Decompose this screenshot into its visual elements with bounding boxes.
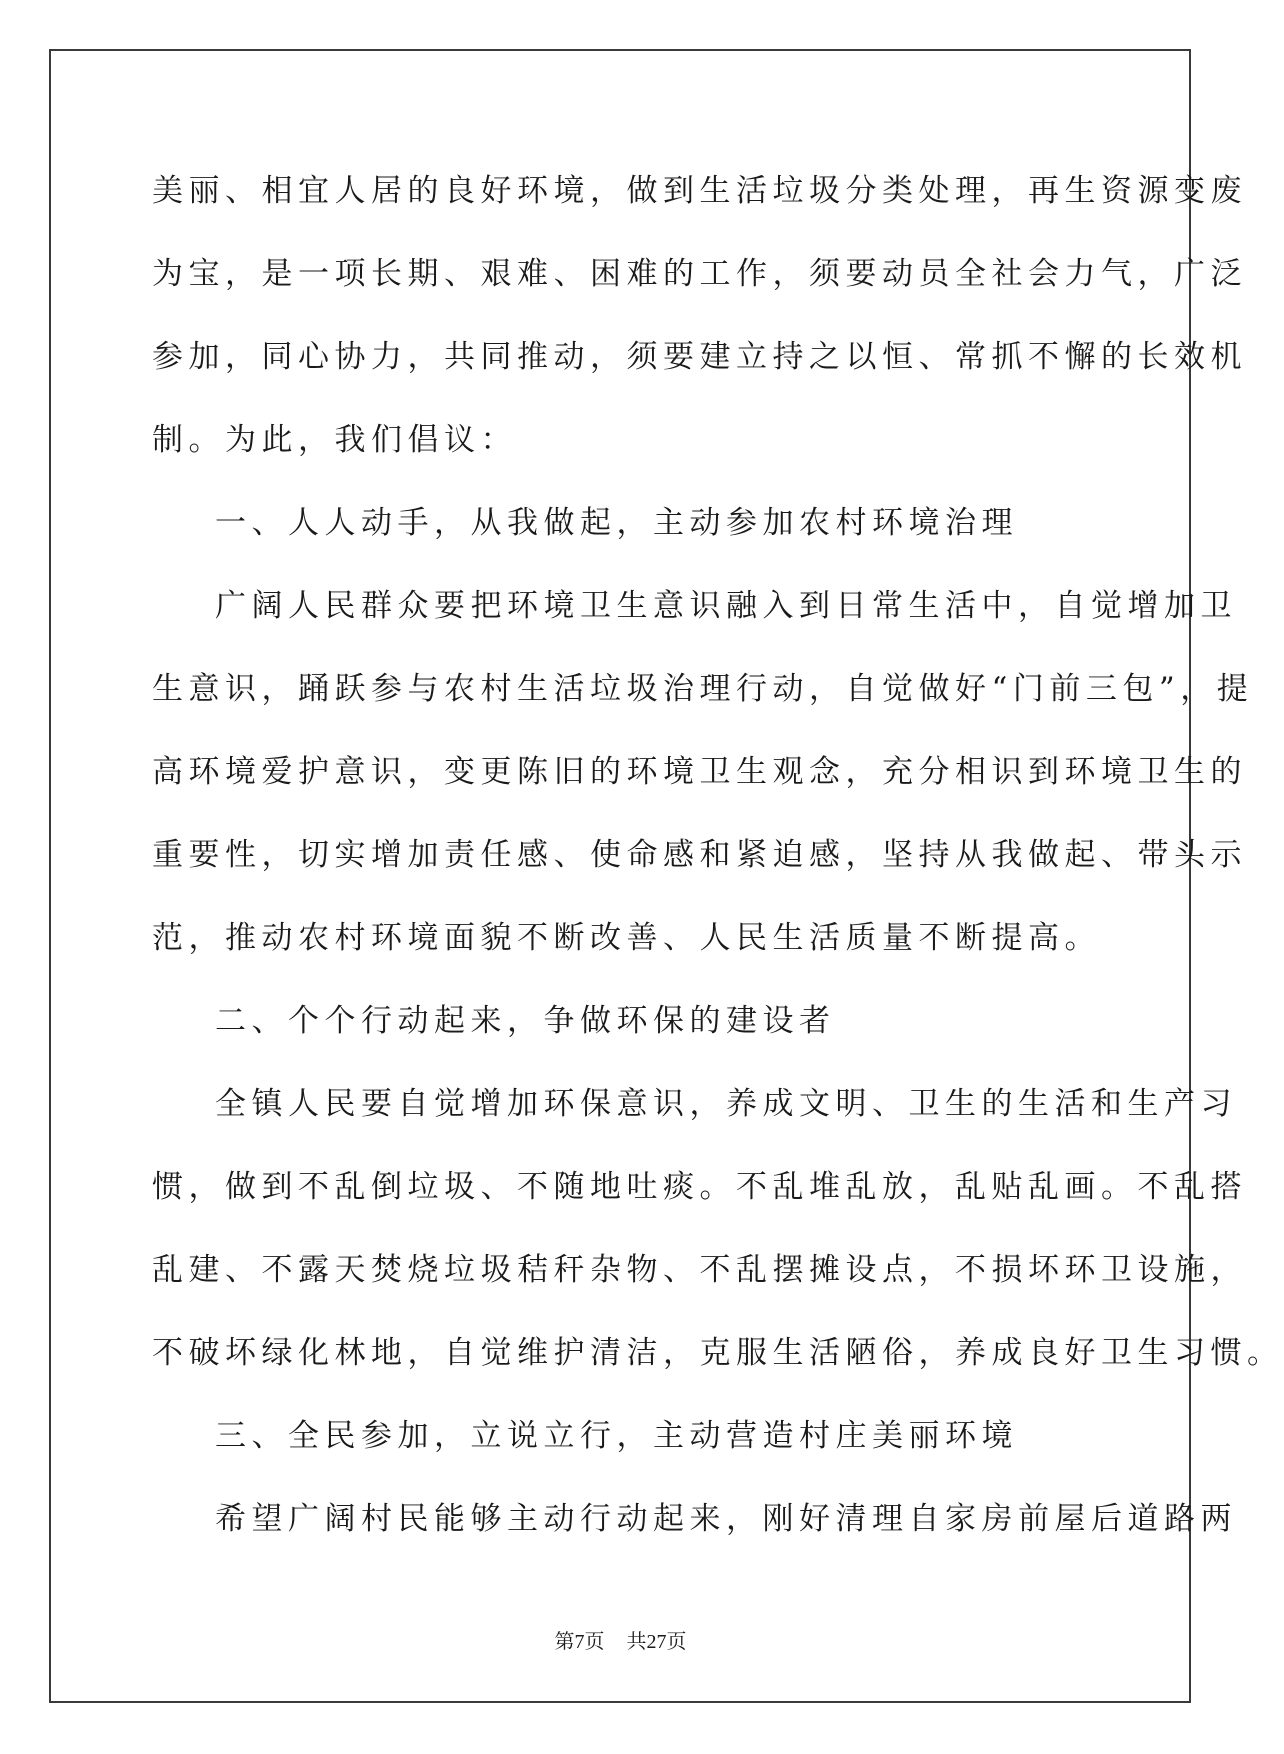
section-heading: 一、人人动手，从我做起，主动参加农村环境治理 [215, 505, 1018, 541]
text-line: 希望广阔村民能够主动行动起来，刚好清理自家房前屋后道路两 [215, 1501, 1237, 1537]
text-line: 制。为此，我们倡议： [152, 422, 517, 458]
text-line: 乱建、不露天焚烧垃圾秸秆杂物、不乱摆摊设点，不损坏环卫设施， [152, 1252, 1247, 1288]
text-line: 美丽、相宜人居的良好环境，做到生活垃圾分类处理，再生资源变废 [152, 173, 1247, 209]
text-line: 重要性，切实增加责任感、使命感和紧迫感，坚持从我做起、带头示 [152, 837, 1247, 873]
document-body [152, 166, 1284, 1577]
section-heading: 二、个个行动起来，争做环保的建设者 [215, 1003, 836, 1039]
text-line: 全镇人民要自觉增加环保意识，养成文明、卫生的生活和生产习 [215, 1086, 1237, 1122]
page-number-current: 第7页 [554, 1631, 605, 1653]
section-heading: 三、全民参加，立说立行，主动营造村庄美丽环境 [215, 1418, 1018, 1454]
text-line: 为宝，是一项长期、艰难、困难的工作，须要动员全社会力气，广泛 [152, 256, 1247, 292]
text-line: 参加，同心协力，共同推动，须要建立持之以恒、常抓不懈的长效机 [152, 339, 1247, 375]
text-line: 范，推动农村环境面貌不断改善、人民生活质量不断提高。 [152, 920, 1101, 956]
page-number-total: 共27页 [626, 1631, 687, 1653]
text-line: 高环境爱护意识，变更陈旧的环境卫生观念，充分相识到环境卫生的 [152, 754, 1247, 790]
text-line: 惯，做到不乱倒垃圾、不随地吐痰。不乱堆乱放，乱贴乱画。不乱搭 [152, 1169, 1247, 1205]
text-line: 广阔人民群众要把环境卫生意识融入到日常生活中，自觉增加卫 [215, 588, 1237, 624]
text-line: 不破坏绿化林地，自觉维护清洁，克服生活陋俗，养成良好卫生习惯。 [152, 1335, 1284, 1371]
text-line: 生意识，踊跃参与农村生活垃圾治理行动，自觉做好“门前三包”，提 [152, 671, 1254, 707]
page-footer [0, 1625, 1241, 1654]
